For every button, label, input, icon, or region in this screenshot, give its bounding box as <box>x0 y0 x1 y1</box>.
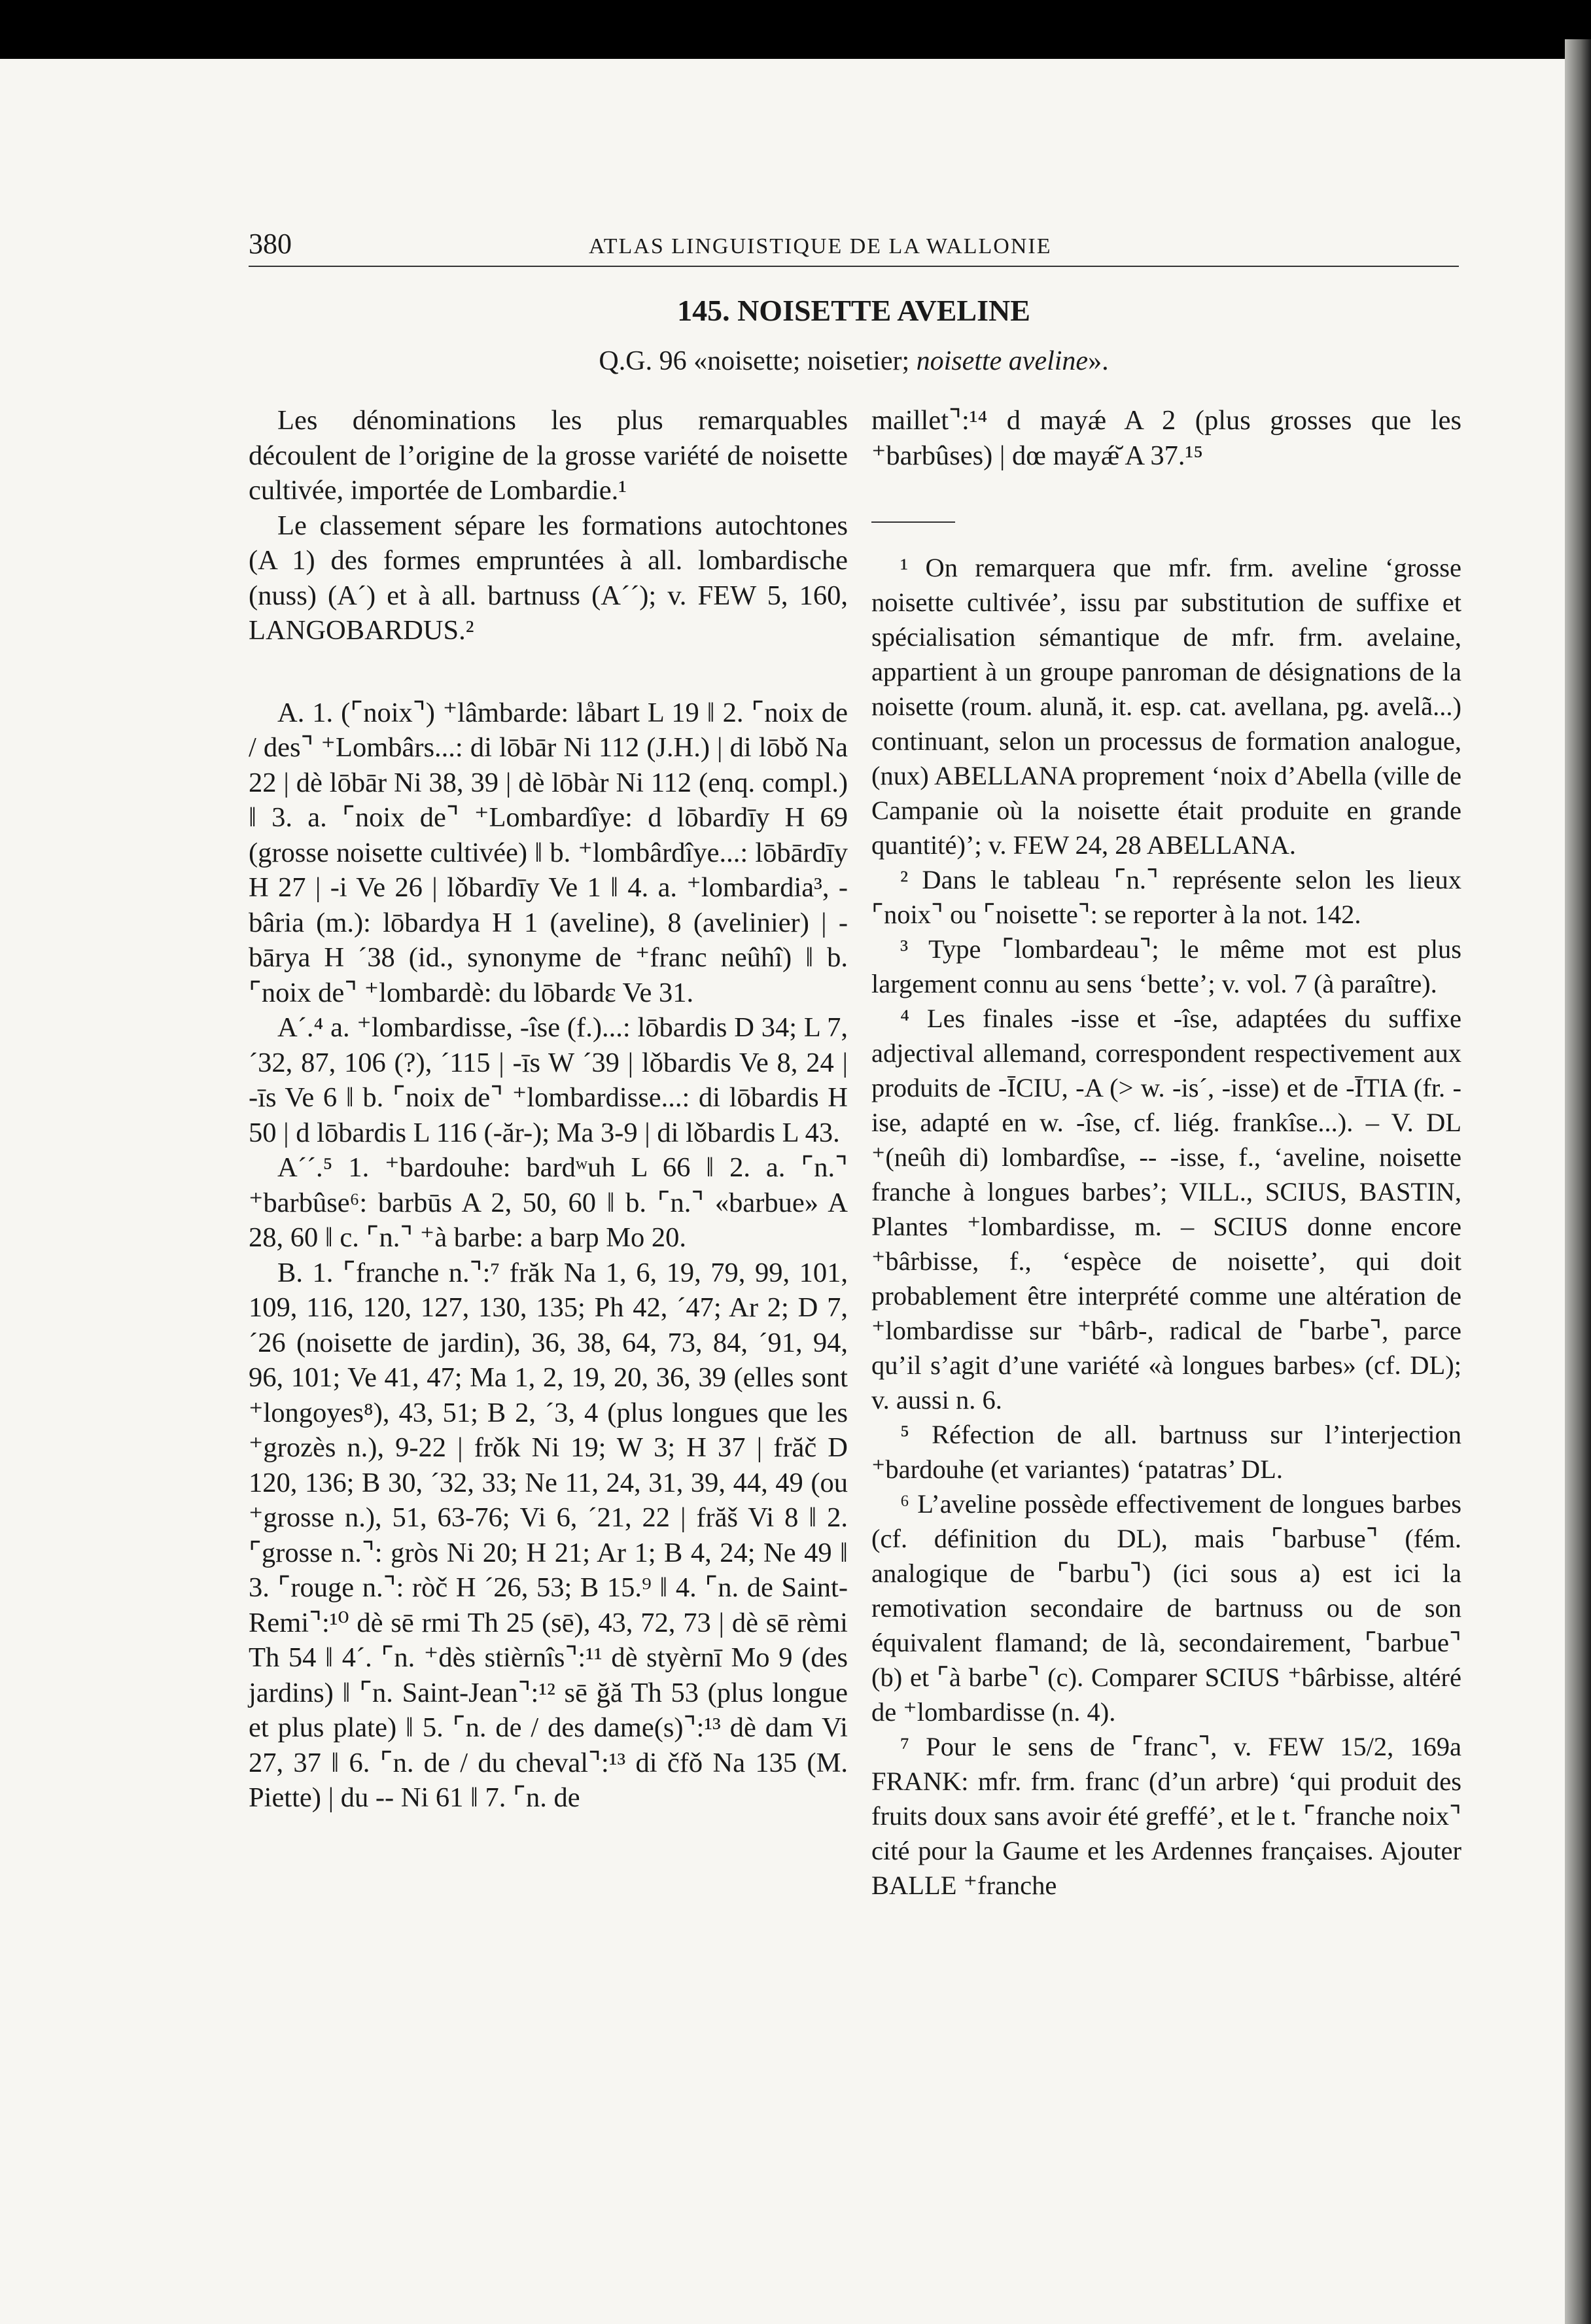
footnote: ¹ On remarquera que mfr. frm. aveline ‘grosse noisette cultivée’, issu par substitution de suffixe et spécialisation sémantique de mfr. frm. avelaine, appartient à un groupe panroman de désignations de la noisette (roum. alună, it. esp. cat. avellana, pg. avelã...) continuant, selon un processus de formation analogue, (nux) ABELLANA proprement ‘noix d’Abella (ville de Campanie où la noisette était produite en grande quantité)’; v. FEW 24, 28 ABELLANA. <box>871 553 1461 860</box>
intro-paragraph: Les dénominations les plus remarquables découlent de l’origine de la grosse variété de noisette cultivée, importée de Lombardie.¹ <box>249 405 848 506</box>
article-subtitle <box>249 345 1459 377</box>
footnote: ³ Type ⌜lombardeau⌝; le même mot est plus largement connu au sens ‘bette’; v. vol. 7 (à paraître). <box>871 934 1461 998</box>
article-title: 145. NOISETTE AVELINE <box>677 294 1030 327</box>
entry-continuation: maillet⌝:¹⁴ d mayǽ A 2 (plus grosses que les ⁺barbûses) | dœ mayǽ̆ A 37.¹⁵ <box>871 405 1461 471</box>
section-gap <box>249 648 848 695</box>
footnote: ⁶ L’aveline possède effectivement de longues barbes (cf. définition du DL), mais ⌜barbuse⌝ (fém. analogique de ⌜barbu⌝) (ici sous a) est ici la remotivation secondaire de bartnuss ou de son équivalent flamand; de là, secondairement, ⌜barbue⌝ (b) et ⌜à barbe⌝ (c). Comparer SCIUS ⁺bârbisse, altéré de ⁺lombardisse (n. 4). <box>871 1489 1461 1727</box>
entry-paragraph: A. 1. (⌜noix⌝) ⁺lâmbarde: låbart L 19 ‖ 2. ⌜noix de / des⌝ ⁺Lombârs...: di lōbār Ni 112 (J.H.) | di lōbǒ Na 22 | dè lōbār Ni 38, 39 | dè lōbàr Ni 112 (enq. compl.) ‖ 3. a. ⌜noix de⌝ ⁺Lombardîye: d lōbardīy H 69 (grosse noisette cultivée) ‖ b. ⁺lombârdîye...: lōbārdīy H 27 | -i Ve 26 | lǒbardīy Ve 1 ‖ 4. a. ⁺lombardia³, -bâria (m.): lōbardya H 1 (aveline), 8 (avelinier) | -bārya H ´38 (id., synonyme de ⁺franc neûhî) ‖ b. ⌜noix de⌝ ⁺lombardè: du lōbardɛ Ve 31. <box>249 697 848 1008</box>
footnote: ⁴ Les finales -isse et -îse, adaptées du suffixe adjectival allemand, correspondent respectivement aux produits de -ĪCIU, -A (> w. -is´, -isse) et de -ĪTIA (fr. -ise, adapté en w. -îse, cf. liég. frankîse...). – V. DL ⁺(neûh di) lombardîse, -- -isse, f., ‘aveline, noisette franche à longues barbes’; VILL., SCIUS, BASTIN, Plantes ⁺lombardisse, m. – SCIUS donne encore ⁺bârbisse, f., ‘espèce de noisette’, qui doit probablement être interprété comme une altération de ⁺lombardisse sur ⁺bârb-, radical de ⌜barbe⌝, parce qu’il s’agit d’une variété «à longues barbes» (cf. DL); v. aussi n. 6. <box>871 1004 1461 1415</box>
entry-paragraph: A´.⁴ a. ⁺lombardisse, -îse (f.)...: lōbardis D 34; L 7, ´32, 87, 106 (?), ´115 | -īs W ´39 | lǒbardis Ve 8, 24 | -īs Ve 6 ‖ b. ⌜noix de⌝ ⁺lombardisse...: di lōbardis H 50 | d lōbardis L 116 (-ăr-); Ma 3-9 | di lǒbardis L 43. <box>249 1012 848 1148</box>
footnote: ⁷ Pour le sens de ⌜franc⌝, v. FEW 15/2, 169a FRANK: mfr. frm. franc (d’un arbre) ‘qui produit des fruits doux sans avoir été greffé’, et le t. ⌜franche noix⌝ cité pour la Gaume et les Ardennes françaises. Ajouter BALLE ⁺franche <box>871 1732 1461 1900</box>
footnote: ² Dans le tableau ⌜n.⌝ représente selon les lieux ⌜noix⌝ ou ⌜noisette⌝: se reporter à la not. 142. <box>871 865 1461 929</box>
entry-paragraph: A´´.⁵ 1. ⁺bardouhe: bardʷuh L 66 ‖ 2. a. ⌜n.⌝ ⁺barbûse⁶: barbūs A 2, 50, 60 ‖ b. ⌜n.⌝ «barbue» A 28, 60 ‖ c. ⌜n.⌝ ⁺à barbe: a barp Mo 20. <box>249 1152 848 1253</box>
subtitle-suffix: ». <box>1088 346 1109 376</box>
footnote-rule <box>871 521 955 523</box>
running-title: ATLAS LINGUISTIQUE DE LA WALLONIE <box>589 234 1052 258</box>
page-edge-shadow <box>1565 39 1591 2324</box>
subtitle-italic: noisette aveline <box>916 346 1089 376</box>
right-column <box>871 403 1461 1903</box>
entry-paragraph: B. 1. ⌜franche n.⌝:⁷ frăk Na 1, 6, 19, 79, 99, 101, 109, 116, 120, 127, 130, 135; Ph 42, ´47; Ar 2; D 7, ´26 (noisette de jardin), 36, 38, 64, 73, 84, ´91, 94, 96, 101; Ve 41, 47; Ma 1, 2, 19, 20, 36, 39 (elles sont ⁺longoyes⁸), 43, 51; B 2, ´3, 4 (plus longues que les ⁺grozès n.), 9-22 | frǒk Ni 19; W 3; H 37 | frăč D 120, 136; B 30, ´32, 33; Ne 11, 24, 31, 39, 44, 49 (ou ⁺grosse n.), 51, 63-76; Vi 6, ´21, 22 | frăš Vi 8 ‖ 2. ⌜grosse n.⌝: gròs Ni 20; H 21; Ar 1; B 4, 24; Ne 49 ‖ 3. ⌜rouge n.⌝: ròč H ´26, 53; B 15.⁹ ‖ 4. ⌜n. de Saint-Remi⌝:¹⁰ dè sē rmi Th 25 (sē), 43, 72, 73 | dè sē rèmi Th 54 ‖ 4´. ⌜n. ⁺dès stièrnîs⌝:¹¹ dè styèrnī Mo 9 (des jardins) ‖ ⌜n. Saint-Jean⌝:¹² sē ğă Th 53 (plus longue et plus plate) ‖ 5. ⌜n. de / des dame(s)⌝:¹³ dè dam Vi 27, 37 ‖ 6. ⌜n. de / du cheval⌝:¹³ di čfǒ Na 135 (M. Piette) | du -- Ni 61 ‖ 7. ⌜n. de <box>249 1257 848 1813</box>
subtitle-prefix: Q.G. 96 «noisette; noisetier; <box>599 346 917 376</box>
page-number: 380 <box>249 228 292 260</box>
running-header <box>249 224 1459 267</box>
left-column <box>249 403 848 1816</box>
intro-paragraph: Le classement sépare les formations autochtones (A 1) des formes empruntées à all. lombardische (nuss) (A´) et à all. bartnuss (A´´); v. FEW 5, 160, LANGOBARDUS.² <box>249 510 848 646</box>
footnote: ⁵ Réfection de all. bartnuss sur l’interjection ⁺bardouhe (et variantes) ‘patatras’ DL. <box>871 1420 1461 1484</box>
